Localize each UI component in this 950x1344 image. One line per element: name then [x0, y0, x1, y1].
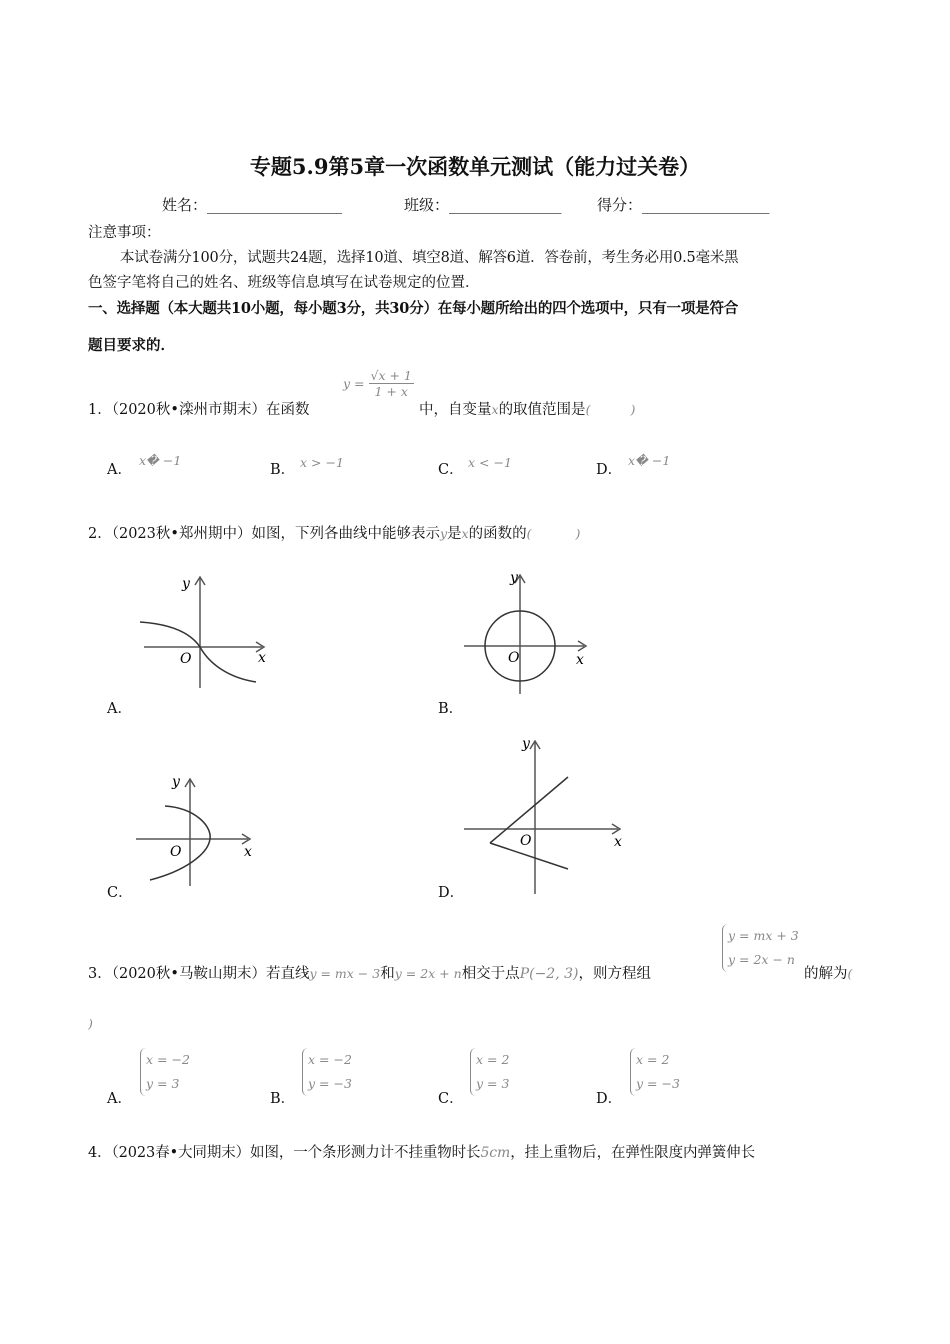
score-field [597, 194, 770, 215]
q3-option-c[interactable] [438, 1087, 464, 1108]
q3-system-top: y = mx + 3 [728, 928, 799, 943]
q4-length: 5cm [480, 1145, 511, 1161]
q4-number: 4． [88, 1145, 112, 1161]
q3-option-a-system [140, 1048, 190, 1096]
q3-option-b-system [302, 1048, 352, 1096]
q1-option-d-label: D． [596, 462, 623, 478]
q3-system [722, 924, 799, 972]
q2-option-b[interactable] [438, 697, 463, 718]
q3-system-bottom: y = 2x − n [728, 952, 795, 967]
notice-line-2: 色签字笔将自己的姓名、班级等信息填写在试卷规定的位置． [88, 275, 480, 291]
q2-option-a[interactable] [107, 697, 132, 718]
q1-var-x: x [491, 402, 499, 417]
q3-option-c-top: x = 2 [476, 1052, 510, 1067]
graph-c-curve [150, 806, 210, 880]
graph-c-y-label: y [172, 774, 180, 790]
q3-option-a-label: A． [107, 1091, 132, 1107]
q1-source: （2020秋•滦州市期末） [111, 402, 266, 418]
q3-option-d-bottom: y = −3 [636, 1076, 680, 1091]
q3-text-e: 的解为 [804, 966, 848, 982]
graph-b-x-label: x [576, 652, 584, 668]
q1-option-c-math: x < −1 [468, 455, 512, 470]
q3-text-tail [804, 962, 852, 983]
q1-function [343, 368, 414, 399]
q3-text-b: 和 [380, 966, 395, 982]
q1-fraction [369, 368, 414, 399]
graph-a-y-label: y [182, 576, 190, 592]
q3-text-d: ，则方程组 [578, 966, 651, 982]
score-label: 得分： [597, 196, 643, 214]
q1-option-c[interactable] [438, 458, 464, 479]
q3-option-c-system [470, 1048, 509, 1096]
q2-option-d[interactable] [438, 881, 464, 902]
section-heading-line-1: 一、选择题（本大题共10小题，每小题3分，共30分）在每小题所给出的四个选项中，只有一项是符合 [88, 300, 739, 317]
q3-option-d-label: D． [596, 1091, 623, 1107]
graph-a-curve [140, 622, 256, 682]
graph-a-x-label: x [258, 650, 266, 666]
q2-text-c: 的函数的 [468, 526, 527, 542]
q2-source: （2023秋•郑州期中） [111, 526, 252, 542]
q2-option-c-label: C． [107, 885, 133, 901]
q3-option-b-bottom: y = −3 [308, 1076, 352, 1091]
q2-option-d-label: D． [438, 885, 465, 901]
q1-number: 1． [88, 402, 112, 418]
q3-source: （2020秋•马鞍山期末） [111, 966, 266, 982]
q3-line-2: y = 2x + n [394, 966, 462, 981]
q3-point: P(−2, 3) [519, 966, 579, 982]
q3-option-a-top: x = −2 [146, 1052, 190, 1067]
graph-d-origin: O [520, 833, 532, 849]
q2-text-b: 是 [447, 526, 462, 542]
q2-paren-open: ( [526, 526, 532, 541]
q3-option-a-bottom: y = 3 [146, 1076, 180, 1091]
q3-paren-open: ( [847, 966, 853, 981]
q3-paren-close: ) [88, 1016, 93, 1031]
q3-option-c-label: C． [438, 1091, 464, 1107]
name-label: 姓名： [162, 196, 208, 214]
q1-option-b-math: x > −1 [300, 455, 344, 470]
q2-option-a-label: A． [107, 701, 132, 717]
question-4 [88, 1141, 755, 1162]
question-1 [88, 398, 309, 419]
q1-text-c: 的取值范围是 [498, 402, 586, 418]
q1-text-a: 在函数 [265, 402, 310, 418]
q1-func-y: y = [343, 376, 365, 391]
q3-line-1: y = mx − 3 [309, 966, 381, 981]
graph-b [458, 566, 598, 696]
class-blank: _______________ [449, 196, 562, 214]
graph-d-y-label: y [522, 736, 530, 752]
q3-option-c-bottom: y = 3 [476, 1076, 510, 1091]
graph-a-origin: O [180, 651, 192, 667]
graph-b-origin: O [508, 650, 520, 666]
name-blank: __________________ [207, 196, 343, 214]
q1-option-a[interactable] [107, 458, 132, 479]
q3-system-brace [722, 924, 799, 972]
q4-source: （2023春•大同期末） [111, 1145, 251, 1161]
graph-b-y-label: y [510, 570, 518, 586]
q2-var-x: x [461, 526, 469, 541]
q3-option-d[interactable] [596, 1087, 622, 1108]
class-field [404, 194, 562, 215]
q3-text-a: 若直线 [265, 966, 310, 982]
score-blank: _________________ [642, 196, 770, 214]
q2-var-y: y [439, 526, 448, 541]
graph-c [130, 768, 270, 888]
class-label: 班级： [404, 196, 450, 214]
q1-option-a-math: x� −1 [139, 453, 182, 468]
question-3 [88, 962, 651, 983]
graph-d-x-label: x [614, 834, 622, 850]
notice-line-1: 本试卷满分100分，试题共24题，选择10道、填空8道、解答6道．答卷前，考生务必用0.5毫米黑 [120, 250, 739, 266]
graph-a [130, 570, 280, 690]
page-title: 专题5.9第5章一次函数单元测试（能力过关卷） [249, 154, 701, 179]
graph-d [458, 732, 638, 897]
q3-option-b[interactable] [270, 1087, 295, 1108]
q1-paren-open: ( [585, 402, 591, 417]
q2-option-c[interactable] [107, 881, 133, 902]
q3-option-d-system [630, 1048, 680, 1096]
q3-option-b-top: x = −2 [308, 1052, 352, 1067]
section-heading-line-2: 题目要求的． [88, 337, 175, 354]
q1-text-b: 中，自变量 [419, 402, 492, 418]
q3-number: 3． [88, 966, 112, 982]
q3-text-c: 相交于点 [461, 966, 520, 982]
q3-option-d-top: x = 2 [636, 1052, 670, 1067]
q1-option-d[interactable] [596, 458, 622, 479]
q1-option-c-label: C． [438, 462, 464, 478]
q3-option-a[interactable] [107, 1087, 132, 1108]
q1-option-b[interactable] [270, 458, 295, 479]
q1-paren-close: ) [630, 402, 636, 417]
q3-option-b-label: B． [270, 1091, 296, 1107]
q2-number: 2． [88, 526, 112, 542]
q2-option-b-label: B． [438, 701, 464, 717]
notice-heading: 注意事项： [88, 225, 161, 241]
graph-c-origin: O [170, 844, 182, 860]
q1-denominator: 1 + x [374, 384, 408, 399]
q1-numerator: √x + 1 [370, 368, 412, 383]
q1-option-a-label: A． [107, 462, 132, 478]
q4-text-b: ，挂上重物后，在弹性限度内弹簧伸长 [510, 1145, 755, 1161]
q2-text-a: 如图，下列各曲线中能够表示 [251, 526, 440, 542]
name-field [162, 194, 342, 215]
q2-paren-close: ) [575, 526, 581, 541]
q1-option-b-label: B． [270, 462, 296, 478]
q1-option-d-math: x� −1 [628, 453, 671, 468]
graph-c-x-label: x [244, 844, 252, 860]
q4-text-a: 如图，一个条形测力计不挂重物时长 [250, 1145, 481, 1161]
q1-text-rest [419, 398, 635, 419]
question-2 [88, 522, 580, 543]
